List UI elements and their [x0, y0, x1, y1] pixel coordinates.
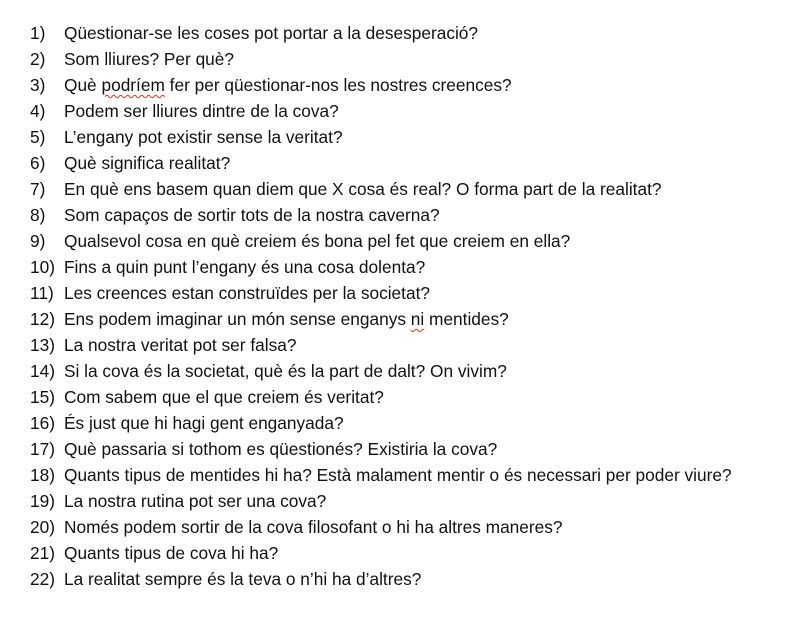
question-number: 13) — [30, 335, 55, 355]
question-text: Quants tipus de cova hi ha? — [64, 543, 279, 563]
question-text: Què passaria si tothom es qüestionés? Existiria la cova? — [64, 439, 498, 459]
question-number: 21) — [30, 543, 55, 563]
question-number: 11) — [30, 283, 54, 303]
question-number: 19) — [30, 491, 55, 511]
question-number: 4) — [30, 101, 46, 121]
question-item — [30, 462, 785, 488]
question-number: 8) — [30, 205, 46, 225]
question-text: La nostra rutina pot ser una cova? — [64, 491, 327, 511]
question-item — [30, 488, 785, 514]
question-text: Qualsevol cosa en què creiem és bona pel fet que creiem en ella? — [64, 231, 571, 251]
question-text: Som capaços de sortir tots de la nostra caverna? — [64, 205, 440, 225]
question-text: Som lliures? Per què? — [64, 49, 235, 69]
question-text: Fins a quin punt l’engany és una cosa dolenta? — [64, 257, 426, 277]
question-text: Si la cova és la societat, què és la part de dalt? On vivim? — [64, 361, 507, 381]
question-number: 9) — [30, 231, 46, 251]
question-number: 18) — [30, 465, 55, 485]
question-number: 10) — [30, 257, 55, 277]
question-item — [30, 410, 785, 436]
question-list — [30, 20, 785, 592]
question-number: 16) — [30, 413, 55, 433]
question-number: 3) — [30, 75, 46, 95]
question-text: En què ens basem quan diem que X cosa és real? O forma part de la realitat? — [64, 179, 662, 199]
question-text — [64, 72, 785, 98]
question-item — [30, 358, 785, 384]
spellcheck-flagged-word[interactable]: podríem — [101, 75, 165, 95]
question-number: 7) — [30, 179, 46, 199]
question-item — [30, 514, 785, 540]
question-text: La realitat sempre és la teva o n’hi ha d’altres? — [64, 569, 422, 589]
question-item — [30, 20, 785, 46]
question-text: Les creences estan construïdes per la societat? — [64, 283, 430, 303]
question-number: 2) — [30, 49, 46, 69]
question-number: 1) — [30, 23, 46, 43]
question-text-part: mentides? — [424, 309, 509, 329]
question-item — [30, 98, 785, 124]
question-number: 14) — [30, 361, 55, 381]
question-text-part: Què — [64, 75, 102, 95]
question-number: 17) — [30, 439, 55, 459]
question-item — [30, 436, 785, 462]
question-item — [30, 124, 785, 150]
question-item — [30, 566, 785, 592]
question-text: L’engany pot existir sense la veritat? — [64, 127, 343, 147]
question-item — [30, 280, 785, 306]
question-item — [30, 150, 785, 176]
question-item — [30, 254, 785, 280]
question-text: La nostra veritat pot ser falsa? — [64, 335, 297, 355]
question-item — [30, 332, 785, 358]
question-number: 20) — [30, 517, 55, 537]
question-item — [30, 46, 785, 72]
question-text: Qüestionar-se les coses pot portar a la desesperació? — [64, 23, 479, 43]
question-text: Quants tipus de mentides hi ha? Està malament mentir o és necessari per poder viure? — [64, 465, 732, 485]
question-number: 5) — [30, 127, 46, 147]
question-text — [64, 306, 785, 332]
question-item — [30, 306, 785, 332]
question-text-part: fer per qüestionar-nos les nostres creences? — [164, 75, 512, 95]
question-text: Com sabem que el que creiem és veritat? — [64, 387, 384, 407]
question-text: Podem ser lliures dintre de la cova? — [64, 101, 339, 121]
question-item — [30, 176, 785, 202]
question-number: 15) — [30, 387, 55, 407]
spellcheck-flagged-word[interactable]: ni — [410, 309, 425, 329]
question-number: 12) — [30, 309, 55, 329]
question-text: És just que hi hagi gent enganyada? — [64, 413, 344, 433]
question-text-part: Ens podem imaginar un món sense enganys — [64, 309, 411, 329]
question-number: 22) — [30, 569, 55, 589]
question-text: Només podem sortir de la cova filosofant o hi ha altres maneres? — [64, 517, 563, 537]
question-item — [30, 72, 785, 98]
question-item — [30, 228, 785, 254]
question-text: Què significa realitat? — [64, 153, 231, 173]
question-item — [30, 202, 785, 228]
question-item — [30, 384, 785, 410]
question-number: 6) — [30, 153, 46, 173]
question-item — [30, 540, 785, 566]
